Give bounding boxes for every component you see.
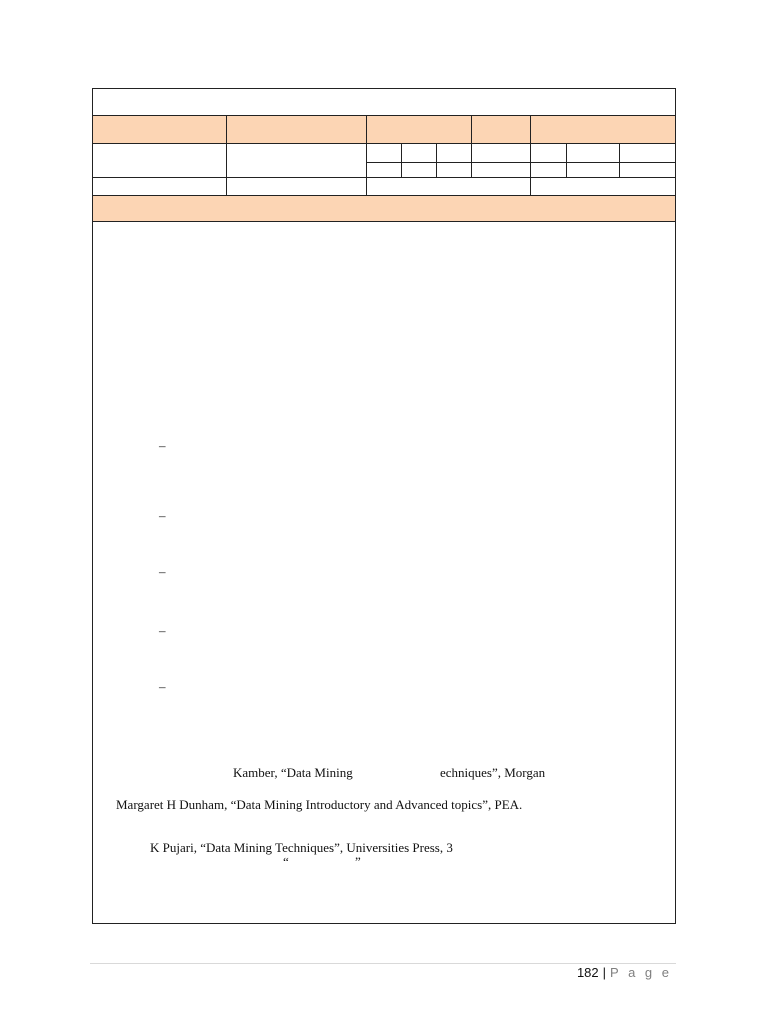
marks-cell-divider	[530, 178, 531, 195]
header-cell-divider	[530, 116, 531, 143]
reference-fragment: Kamber, “Data Mining	[233, 765, 353, 780]
table-marks-row	[93, 178, 675, 196]
value-cell-divider	[530, 144, 531, 177]
value-cell-divider	[436, 144, 437, 177]
value-cell-divider	[471, 144, 472, 177]
bullet-marker: –	[159, 623, 166, 638]
table-values-row	[93, 144, 675, 178]
table-title-row	[93, 89, 675, 116]
value-cell-divider	[366, 144, 367, 177]
marks-cell-divider	[226, 178, 227, 195]
reference-fragment: echniques”, Morgan	[440, 765, 546, 780]
value-cell-divider	[401, 144, 402, 177]
footer-divider	[90, 963, 676, 964]
bullet-marker: –	[159, 438, 166, 453]
reference-item: Margaret H Dunham, “Data Mining Introductory and Advanced topics”, PEA.	[116, 797, 523, 812]
reference-quote-mark: “	[283, 854, 289, 869]
value-cell-divider	[566, 144, 567, 177]
footer-separator: |	[602, 965, 607, 980]
page-number: 182	[576, 965, 599, 980]
value-subrow-line	[366, 162, 675, 163]
header-cell-divider	[366, 116, 367, 143]
reference-item: K Pujari, “Data Mining Techniques”, Universities Press, 3	[150, 840, 453, 855]
value-cell-divider	[226, 144, 227, 177]
reference-quote-mark: ”	[355, 854, 361, 869]
header-cell-divider	[471, 116, 472, 143]
page-footer	[577, 965, 672, 981]
value-cell-divider	[619, 144, 620, 177]
objectives-header-band	[93, 196, 675, 222]
marks-cell-divider	[366, 178, 367, 195]
syllabus-table	[92, 88, 676, 924]
bullet-marker: –	[159, 679, 166, 694]
bullet-marker: –	[159, 564, 166, 579]
table-header-row	[93, 116, 675, 144]
header-cell-divider	[226, 116, 227, 143]
bullet-marker: –	[159, 508, 166, 523]
page-label: P a g e	[610, 965, 672, 980]
